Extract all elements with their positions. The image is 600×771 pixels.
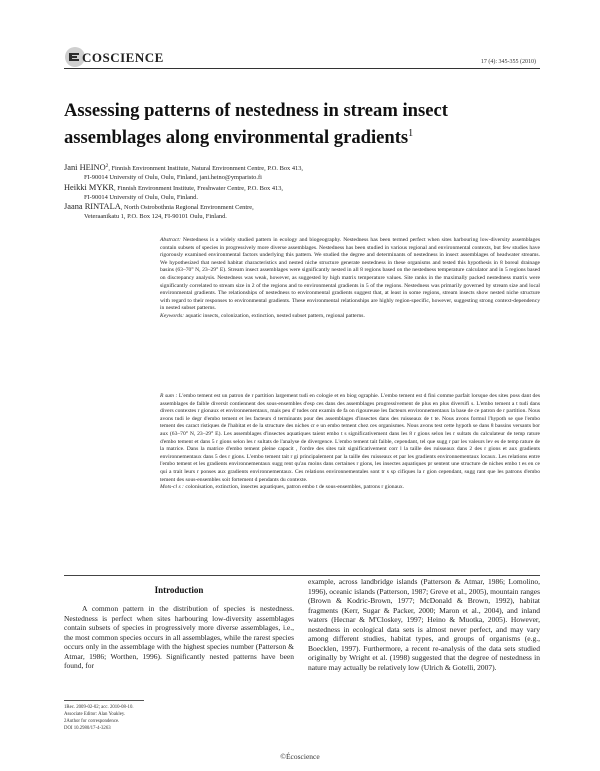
author-line	[64, 183, 540, 193]
footnote: 1Rec. 2009-02-02; acc. 2010-08-10.	[64, 705, 134, 710]
intro-right-column	[308, 577, 540, 672]
author-sup: 2	[105, 163, 109, 169]
mots-cles-label: Mots-cl s :	[160, 484, 184, 491]
title-footnote-mark: 1	[408, 128, 414, 139]
article-title	[64, 99, 540, 149]
footnote: DOI 10.2980/17-4-3263	[64, 726, 111, 731]
resume-keywords	[160, 484, 540, 492]
author-affiliation-cont: FI-90014 University of Oulu, Oulu, Finland.	[84, 193, 198, 201]
citation: 17 (4): 345-355 (2010)	[480, 59, 536, 65]
author-line	[64, 202, 540, 212]
keywords-text: aquatic insects, colonization, extinction, nested subset pattern, regional patterns.	[185, 312, 365, 319]
author-name: Heikki MYKR	[64, 182, 115, 192]
author-affiliation-cont: FI-90014 University of Oulu, Oulu, Finland, jani.heino@ymparisto.fi	[84, 174, 262, 182]
author-name: Jani HEINO	[64, 163, 106, 173]
journal-logo	[64, 44, 204, 70]
introduction-heading: Introduction	[154, 585, 204, 595]
authors-block	[64, 162, 540, 221]
article-title-text: Assessing patterns of nestedness in stream insect assemblages along environmental gradients	[64, 100, 448, 149]
resume-text: L'embo tement est un patron de r partition largement tudi en cologie et en biog ographie. L'embo tement est d fini comme parfait lorsque des sites poss dant des assemblages de faible diversit contiennent des sous-ensembles d'esp ces dans des assemblages progressivement de plus en plus diversifi s. L'embo tement a t tudi dans divers contextes r gionaux et environnementaux, mais peu d' tudes ont examin de fa on rigoureuse les facteurs environnementaux la base de ce patron de r partition. Nous avons tudi le degr d'embo tement et les facteurs d terminants pour des assemblages d'insectes dans des ruisseaux de t te. Nous avons formul l'hypoth se que l'embo tement des caract ristiques de l'habitat et de la structure des niches cr e un embo tement chez ces organismes. Nous avons test cette hypoth se dans 8 bassins versants bor aux (63–70° N, 23–29° E). Les assemblages d'insectes aquatiques taient embo t s significativement dans les 8 r gions selon les r sultats du calculateur de temp rature d'embo tement et dans 5 r gions selon les r sultats de l'analyse de divergence. L'embo tement tait faible, cependant, tel que sugg r par les valeurs lev es de temp rature de la matrice. Dans la matrice d'embo tement pleine capacit , l'ordre des sites tait significativement corr l la taille des ruisseaux dans 2 des r gions et aux gradients environnementaux dans 5 des r gions. L'embo tement tait r gi principalement par la taille des ruisseaux et par les gradients environnementaux locaux. Les relations entre l'embo tement et les gradients environnementaux sugg rent qu'au moins dans certaines r gions, les insectes aquatiques pr sentent une structure de niches embo t es en ce qui a trait leurs r ponses aux gradients environnementaux. Ces relations environnementales sont tr s sp cifiques la r gion cependant, sugg rant que les patrons d'embo tement des sous-ensembles soit fortement d pendants du contexte.	[160, 393, 540, 483]
author-affiliation: , Finnish Environment Institute, Freshwater Centre, P.O. Box 413,	[114, 184, 284, 192]
keywords-label: Keywords:	[160, 312, 185, 319]
mots-cles-text: colonisation, extinction, insectes aquatiques, patron embo t de sous-ensembles, patrons r gionaux.	[185, 484, 405, 491]
abstract-text: Nestedness is a widely studied pattern in ecology and biogeography. Nestedness has been termed perfect when sites harbouring low-diversity assemblages contain subsets of species in progressively more diverse assemblages. Nestedness has been studied in various regional and environmental contexts, but few studies have rigorously examined environmental factors underlying this pattern. We studied the degree and determinants of nestedness in insect assemblages of headwater streams. We hypothesized that nested habitat characteristics and nested niche structure generate nestedness in these organisms and tested this hypothesis in 8 boreal drainage basins (63–70° N, 23–29° E). Stream insect assemblages were significantly nested in all 8 regions based on the nestedness temperature calculator and in 5 regions based on discrepancy analysis. Nestedness was weak, however, as suggested by high matrix temperature values. Site ranks in the maximally packed nestedness matrix were significantly correlated to stream size in 2 of the regions and to environmental gradients in 5 of the regions. Nestedness was primarily governed by stream size and local environmental gradients. The relationships of nestedness to environmental gradients suggest that, at least in some regions, stream insects show nested niche structure with regard to their responses to environmental gradients. These environmental relationships are highly region-specific, however, suggesting strong context-dependency in nested subset patterns.	[160, 237, 540, 312]
author-affiliation: , North Ostrobothnia Regional Environment Centre,	[120, 203, 254, 211]
footnote-rule	[64, 700, 144, 701]
abstract-body	[160, 237, 540, 313]
author-name: Jaana RINTALA	[64, 201, 121, 211]
intro-left-column	[64, 604, 294, 671]
author-affiliation: , Finnish Environment Institute, Natural Environment Centre, P.O. Box 413,	[108, 165, 304, 173]
intro-paragraph: A common pattern in the distribution of species is nestedness. Nestedness is perfect when sites harbouring low-diversity assemblages contain subsets of species in progressively more diverse assemblages, i.e., the most common species occurs in all assemblages, while the rarest species occurs only in the assemblage with the highest species number (Patterson & Atmar, 1986; Worthen, 1996). Significantly nested patterns have been found, for	[64, 604, 294, 670]
header-rule	[64, 68, 540, 69]
footnote: Associate Editor: Alan Yoakley.	[64, 712, 126, 717]
journal-name: COSCIENCE	[82, 50, 164, 65]
footnotes	[64, 704, 294, 732]
abstract-label: Abstract:	[160, 237, 181, 243]
abstract	[160, 237, 540, 321]
author-affiliation-cont: Veteraanikatu 1, P.O. Box 124, FI-90101 Oulu, Finland.	[84, 213, 227, 221]
resume-body	[160, 393, 540, 484]
page-footer: ©Écoscience	[280, 752, 320, 761]
section-rule	[64, 575, 540, 576]
resume-label: R sum :	[160, 393, 178, 399]
abstract-keywords	[160, 313, 540, 321]
intro-paragraph-cont: example, across landbridge islands (Patterson & Atmar, 1986; Lomolino, 1996), oceanic islands (Patterson, 1987; Greve et al., 2005), mountain ranges (Brown & Kodric-Brown, 1977; McDonald & Brown, 1992), habitat fragments (Kerr, Sugar & Packer, 2000; Maron et al., 2004), and inland waters (Hecnar & M'Closkey, 1997; Heino & Muotka, 2005). However, nestedness in ecological data sets is almost never perfect, and may vary among different studies, habitat types, and groups of organisms (e.g., Boecklen, 1997). Furthermore, a recent re-analysis of the data sets studied originally by Wright et al. (1998) suggested that the degree of nestedness in nature may actually be relatively low (Ulrich & Gotelli, 2007).	[308, 577, 540, 672]
author-line	[64, 162, 540, 173]
resume	[160, 393, 540, 492]
footnote: 2Author for correspondence.	[64, 719, 120, 724]
